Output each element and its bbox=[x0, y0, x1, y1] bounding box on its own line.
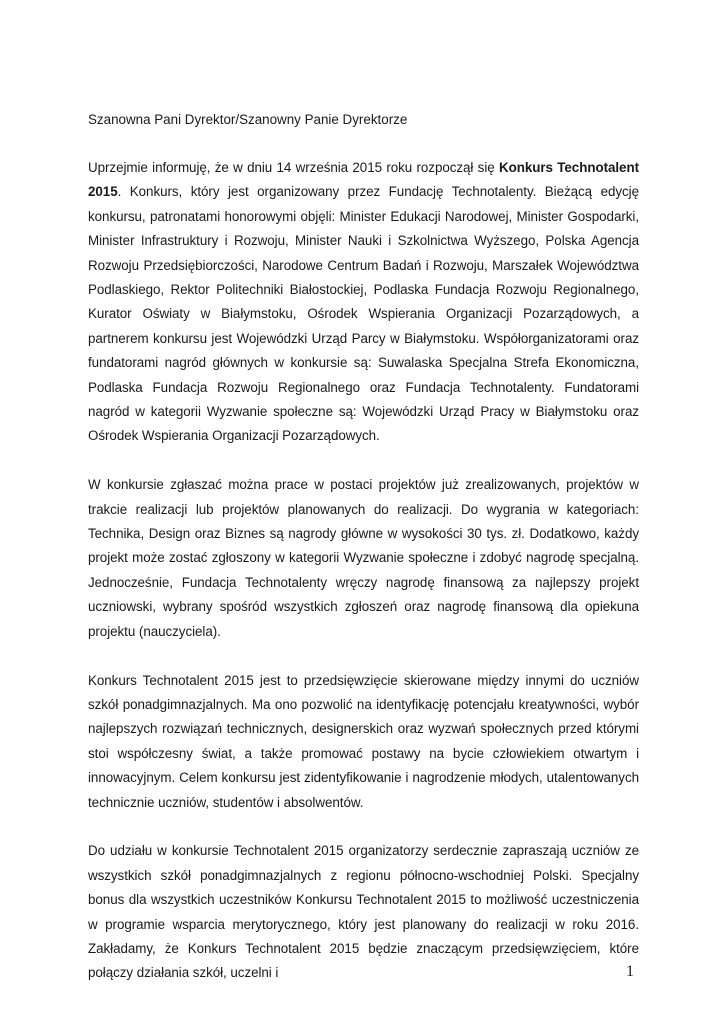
paragraph-intro bbox=[88, 156, 639, 449]
paragraph-submissions: W konkursie zgłaszać można prace w postaci projektów już zrealizowanych, projektów w trakcie realizacji lub projektów planowanych do realizacji. Do wygrania w kategoriach: Technika, Design oraz Biznes są nagrody główne w wysokości 30 tys. zł. Dodatkowo, każdy projekt może zostać zgłoszony w kategorii Wyzwanie społeczne i zdobyć nagrodę specjalną. Jednocześnie, Fundacja Technotalenty wręczy nagrodę finansową za najlepszy projekt uczniowski, wybrany spośród wszystkich zgłoszeń oraz nagrodę finansową dla opiekuna projektu (nauczyciela). bbox=[88, 477, 639, 639]
contest-name-bold: Konkurs Technotalent 2015 bbox=[88, 160, 639, 200]
paragraph-intro-start: Uprzejmie informuję, że w dniu 14 września 2015 roku rozpoczął się bbox=[88, 160, 499, 175]
paragraph-intro-rest: . Konkurs, który jest organizowany przez Fundację Technotalenty. Bieżącą edycję konkursu, patronatami honorowymi objęli: Minister Edukacji Narodowej, Minister Gospodarki, Minister Infrastruktury i Rozwoju, Minister Nauki i Szkolnictwa Wyższego, Polska Agencja Rozwoju Przedsiębiorczości, Narodowe Centrum Badań i Rozwoju, Marszałek Województwa Podlaskiego, Rektor Politechniki Białostockiej, Podlaska Fundacja Rozwoju Regionalnego, Kurator Oświaty w Białymstoku, Ośrodek Wspierania Organizacji Pozarządowych, a partnerem konkursu jest Wojewódzki Urząd Parcy w Białymstoku. Współorganizatorami oraz fundatorami nagród głównych w konkursie są: Suwalaska Specjalna Strefa Ekonomiczna, Podlaska Fundacja Rozwoju Regionalnego oraz Fundacja Technotalenty. Fundatorami nagród w kategorii Wyzwanie społeczne są: Wojewódzki Urząd Pracy w Białymstoku oraz Ośrodek Wspierania Organizacji Pozarządowych. bbox=[88, 184, 639, 444]
paragraph-invitation: Do udziału w konkursie Technotalent 2015 organizatorzy serdecznie zapraszają uczniów ze wszystkich szkół ponadgimnazjalnych z regionu północno-wschodniej Polski. Specjalny bonus dla wszystkich uczestników Konkursu Technotalent 2015 to możliwość uczestniczenia w programie wsparcia merytorycznego, który jest planowany do realizacji w roku 2016. Zakładamy, że Konkurs Technotalent 2015 będzie znaczącym przedsięwzięciem, które połączy działania szkół, uczelni i bbox=[88, 843, 639, 981]
salutation: Szanowna Pani Dyrektor/Szanowny Panie Dyrektorze bbox=[88, 112, 408, 127]
paragraph-goals: Konkurs Technotalent 2015 jest to przedsięwzięcie skierowane między innymi do uczniów szkół ponadgimnazjalnych. Ma ono pozwolić na identyfikację potencjału kreatywności, wybór najlepszych rozwiązań technicznych, designerskich oraz wyzwań społecznych przed którymi stoi współczesny świat, a także promować postawy na bycie człowiekiem otwartym i innowacyjnym. Celem konkursu jest zidentyfikowanie i nagrodzenie młodych, utalentowanych technicznie uczniów, studentów i absolwentów. bbox=[88, 672, 639, 810]
page-number: 1 bbox=[626, 963, 634, 980]
document-body bbox=[88, 108, 639, 1010]
